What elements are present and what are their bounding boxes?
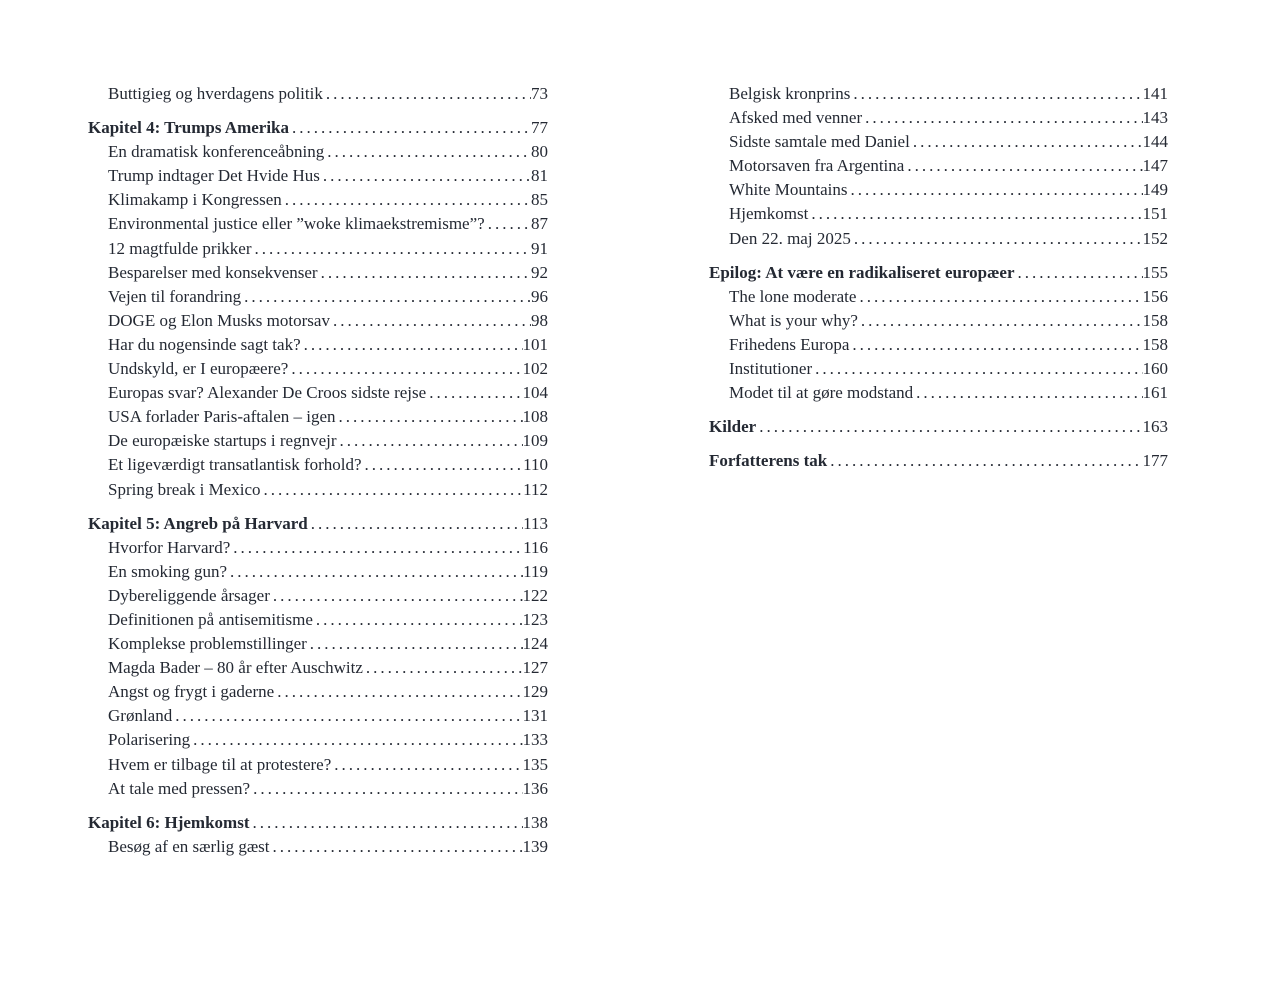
toc-leader-dots bbox=[907, 154, 1142, 178]
toc-sub-entry bbox=[709, 106, 1168, 130]
toc-sub-entry bbox=[709, 227, 1168, 251]
toc-leader-dots bbox=[326, 82, 531, 106]
toc-sub-entry bbox=[88, 405, 548, 429]
toc-leader-dots bbox=[327, 140, 531, 164]
toc-chapter-entry bbox=[709, 449, 1168, 473]
toc-sub-entry bbox=[88, 584, 548, 608]
toc-entry-title: USA forlader Paris-aftalen – igen bbox=[108, 407, 336, 427]
toc-entry-page: 144 bbox=[1142, 132, 1168, 152]
toc-sub-entry bbox=[88, 333, 548, 357]
toc-leader-dots bbox=[854, 227, 1143, 251]
toc-entry-page: 112 bbox=[523, 479, 548, 499]
toc-leader-dots bbox=[273, 835, 523, 859]
toc-sub-entry bbox=[88, 285, 548, 309]
toc-entry-page: 87 bbox=[531, 214, 548, 234]
toc-entry-page: 141 bbox=[1142, 84, 1168, 103]
toc-sub-entry bbox=[88, 753, 548, 777]
toc-sub-entry bbox=[88, 560, 548, 584]
toc-leader-dots bbox=[913, 130, 1143, 154]
toc-entry-title: Besøg af en særlig gæst bbox=[108, 836, 270, 856]
toc-sub-entry bbox=[88, 632, 548, 656]
toc-leader-dots bbox=[285, 188, 531, 212]
toc-entry-title: Kilder bbox=[709, 417, 757, 437]
toc-entry-title: Et ligeværdigt transatlantisk forhold? bbox=[108, 455, 362, 475]
toc-leader-dots bbox=[861, 309, 1143, 333]
toc-leader-dots bbox=[310, 632, 523, 656]
toc-entry-title: Epilog: At være en radikaliseret europæer bbox=[709, 262, 1015, 282]
toc-entry-page: 127 bbox=[522, 658, 548, 678]
toc-sub-entry bbox=[88, 164, 548, 188]
toc-entry-title: Polarisering bbox=[108, 730, 191, 750]
toc-leader-dots bbox=[291, 357, 522, 381]
toc-leader-dots bbox=[264, 478, 524, 502]
toc-entry-page: 122 bbox=[522, 585, 548, 605]
toc-entry-title: De europæiske startups i regnvejr bbox=[108, 431, 337, 451]
toc-entry-page: 177 bbox=[1142, 451, 1168, 471]
toc-entry-title: The lone moderate bbox=[729, 286, 857, 306]
toc-entry-title: Trump indtager Det Hvide Hus bbox=[108, 166, 320, 186]
toc-sub-entry bbox=[709, 202, 1168, 226]
toc-leader-dots bbox=[253, 777, 522, 801]
toc-entry-title: DOGE og Elon Musks motorsav bbox=[108, 310, 330, 330]
toc-leader-dots bbox=[853, 82, 1142, 106]
toc-entry-title: Definitionen på antisemitisme bbox=[108, 609, 313, 629]
toc-entry-title: Grønland bbox=[108, 706, 173, 726]
toc-sub-entry bbox=[88, 536, 548, 560]
toc-leader-dots bbox=[333, 309, 531, 333]
toc-sub-entry bbox=[88, 777, 548, 801]
toc-sub-entry bbox=[88, 478, 548, 502]
toc-entry-title: Undskyld, er I europæere? bbox=[108, 359, 289, 379]
toc-leader-dots bbox=[175, 704, 522, 728]
toc-entry-title: Kapitel 4: Trumps Amerika bbox=[88, 118, 290, 138]
toc-sub-entry bbox=[709, 130, 1168, 154]
toc-leader-dots bbox=[365, 453, 524, 477]
toc-entry-page: 113 bbox=[523, 513, 548, 533]
toc-entry-title: Spring break i Mexico bbox=[108, 479, 261, 499]
toc-entry-title: Kapitel 5: Angreb på Harvard bbox=[88, 513, 308, 533]
toc-leader-dots bbox=[230, 560, 523, 584]
toc-leader-dots bbox=[311, 512, 523, 536]
toc-entry-page: 123 bbox=[522, 609, 548, 629]
toc-entry-title: Belgisk kronprins bbox=[729, 84, 851, 103]
toc-leader-dots bbox=[193, 728, 522, 752]
toc-leader-dots bbox=[339, 405, 523, 429]
toc-leader-dots bbox=[323, 164, 531, 188]
toc-entry-page: 102 bbox=[522, 359, 548, 379]
toc-leader-dots bbox=[233, 536, 523, 560]
toc-entry-title: Komplekse problemstillinger bbox=[108, 634, 307, 654]
toc-entry-page: 108 bbox=[522, 407, 548, 427]
toc-entry-page: 119 bbox=[523, 561, 548, 581]
toc-entry-title: Hvem er tilbage til at protestere? bbox=[108, 754, 332, 774]
toc-sub-entry bbox=[88, 656, 548, 680]
toc-sub-entry bbox=[709, 309, 1168, 333]
toc-entry-page: 110 bbox=[523, 455, 548, 475]
toc-entry-title: Motorsaven fra Argentina bbox=[729, 156, 905, 176]
toc-sub-entry bbox=[88, 429, 548, 453]
toc-entry-page: 139 bbox=[522, 836, 548, 856]
toc-entry-page: 151 bbox=[1142, 204, 1168, 224]
toc-sub-entry bbox=[88, 188, 548, 212]
toc-leader-dots bbox=[916, 381, 1142, 405]
toc-entry-page: 129 bbox=[522, 682, 548, 702]
toc-entry-title: At tale med pressen? bbox=[108, 778, 251, 798]
toc-leader-dots bbox=[429, 381, 522, 405]
toc-entry-title: Hjemkomst bbox=[729, 204, 809, 224]
toc-entry-title: What is your why? bbox=[729, 310, 858, 330]
toc-sub-entry bbox=[709, 154, 1168, 178]
toc-sub-entry bbox=[88, 680, 548, 704]
toc-sub-entry bbox=[88, 212, 548, 236]
toc-entry-page: 109 bbox=[522, 431, 548, 451]
toc-entry-title: Sidste samtale med Daniel bbox=[729, 132, 910, 152]
toc-sub-entry bbox=[88, 261, 548, 285]
toc-entry-page: 155 bbox=[1142, 262, 1168, 282]
toc-leader-dots bbox=[255, 237, 531, 261]
toc-leader-dots bbox=[488, 212, 531, 236]
toc-sub-entry bbox=[709, 178, 1168, 202]
toc-sub-entry bbox=[88, 608, 548, 632]
toc-entry-title: Den 22. maj 2025 bbox=[729, 228, 851, 248]
toc-entry-page: 98 bbox=[531, 310, 548, 330]
toc-leader-dots bbox=[277, 680, 522, 704]
toc-sub-entry bbox=[88, 309, 548, 333]
toc-entry-page: 81 bbox=[531, 166, 548, 186]
toc-leader-dots bbox=[316, 608, 523, 632]
toc-leader-dots bbox=[851, 178, 1143, 202]
toc-entry-page: 77 bbox=[531, 118, 548, 138]
toc-leader-dots bbox=[1018, 261, 1143, 285]
toc-entry-page: 101 bbox=[522, 334, 548, 354]
toc-chapter-entry bbox=[709, 415, 1168, 439]
toc-entry-title: Angst og frygt i gaderne bbox=[108, 682, 275, 702]
toc-entry-title: Dybereliggende årsager bbox=[108, 585, 270, 605]
toc-entry-title: White Mountains bbox=[729, 180, 848, 200]
toc-sub-entry bbox=[709, 381, 1168, 405]
toc-sub-entry bbox=[88, 728, 548, 752]
toc-sub-entry bbox=[709, 357, 1168, 381]
toc-leader-dots bbox=[759, 415, 1142, 439]
toc-sub-entry bbox=[88, 140, 548, 164]
toc-entry-title: Environmental justice eller ”woke klimaekstremisme”? bbox=[108, 214, 485, 234]
toc-entry-title: Kapitel 6: Hjemkomst bbox=[88, 812, 250, 832]
toc-entry-title: Frihedens Europa bbox=[729, 334, 850, 354]
toc-entry-title: Modet til at gøre modstand bbox=[729, 383, 914, 403]
toc-entry-page: 124 bbox=[522, 634, 548, 654]
toc-entry-title: En dramatisk konferenceåbning bbox=[108, 142, 325, 162]
toc-entry-page: 135 bbox=[522, 754, 548, 774]
toc-entry-page: 149 bbox=[1142, 180, 1168, 200]
toc-leader-dots bbox=[852, 333, 1142, 357]
toc-left-column bbox=[88, 82, 548, 859]
toc-entry-title: Forfatterens tak bbox=[709, 451, 828, 471]
toc-entry-page: 136 bbox=[522, 778, 548, 798]
toc-sub-entry bbox=[709, 285, 1168, 309]
toc-leader-dots bbox=[815, 357, 1142, 381]
toc-entry-title: Vejen til forandring bbox=[108, 286, 242, 306]
toc-sub-entry bbox=[88, 82, 548, 106]
toc-entry-title: Besparelser med konsekvenser bbox=[108, 262, 318, 282]
toc-sub-entry bbox=[88, 381, 548, 405]
toc-leader-dots bbox=[304, 333, 523, 357]
toc-leader-dots bbox=[321, 261, 531, 285]
toc-entry-title: Magda Bader – 80 år efter Auschwitz bbox=[108, 658, 363, 678]
toc-leader-dots bbox=[273, 584, 523, 608]
toc-entry-page: 156 bbox=[1142, 286, 1168, 306]
toc-sub-entry bbox=[88, 453, 548, 477]
toc-entry-page: 138 bbox=[522, 812, 548, 832]
toc-entry-page: 152 bbox=[1142, 228, 1168, 248]
toc-entry-page: 131 bbox=[522, 706, 548, 726]
toc-entry-title: Europas svar? Alexander De Croos sidste rejse bbox=[108, 383, 427, 403]
toc-entry-page: 73 bbox=[531, 84, 548, 103]
toc-sub-entry bbox=[88, 357, 548, 381]
toc-entry-page: 96 bbox=[531, 286, 548, 306]
toc-chapter-entry bbox=[88, 116, 548, 140]
toc-leader-dots bbox=[292, 116, 531, 140]
toc-leader-dots bbox=[865, 106, 1142, 130]
toc-entry-title: Klimakamp i Kongressen bbox=[108, 190, 282, 210]
toc-entry-page: 133 bbox=[522, 730, 548, 750]
toc-entry-page: 116 bbox=[523, 537, 548, 557]
toc-entry-page: 163 bbox=[1142, 417, 1168, 437]
toc-chapter-entry bbox=[88, 811, 548, 835]
toc-entry-title: 12 magtfulde prikker bbox=[108, 238, 252, 258]
toc-sub-entry bbox=[88, 237, 548, 261]
toc-entry-title: Afsked med venner bbox=[729, 108, 863, 128]
toc-sub-entry bbox=[88, 704, 548, 728]
toc-entry-title: Institutioner bbox=[729, 359, 813, 379]
toc-leader-dots bbox=[244, 285, 531, 309]
toc-right-column bbox=[709, 82, 1168, 473]
toc-leader-dots bbox=[366, 656, 523, 680]
toc-entry-page: 158 bbox=[1142, 334, 1168, 354]
toc-entry-page: 92 bbox=[531, 262, 548, 282]
toc-entry-page: 158 bbox=[1142, 310, 1168, 330]
toc-entry-title: En smoking gun? bbox=[108, 561, 227, 581]
toc-entry-page: 80 bbox=[531, 142, 548, 162]
toc-entry-title: Har du nogensinde sagt tak? bbox=[108, 334, 301, 354]
toc-entry-page: 143 bbox=[1142, 108, 1168, 128]
toc-entry-page: 161 bbox=[1142, 383, 1168, 403]
toc-entry-title: Hvorfor Harvard? bbox=[108, 537, 231, 557]
toc-entry-page: 91 bbox=[531, 238, 548, 258]
toc-sub-entry bbox=[709, 82, 1168, 106]
toc-chapter-entry bbox=[88, 512, 548, 536]
toc-leader-dots bbox=[252, 811, 522, 835]
toc-leader-dots bbox=[859, 285, 1142, 309]
toc-chapter-entry bbox=[709, 261, 1168, 285]
toc-leader-dots bbox=[830, 449, 1142, 473]
toc-sub-entry bbox=[88, 835, 548, 859]
toc-entry-page: 147 bbox=[1142, 156, 1168, 176]
toc-entry-page: 104 bbox=[522, 383, 548, 403]
toc-entry-page: 160 bbox=[1142, 359, 1168, 379]
toc-leader-dots bbox=[340, 429, 523, 453]
toc-entry-page: 85 bbox=[531, 190, 548, 210]
toc-entry-title: Buttigieg og hverdagens politik bbox=[108, 84, 323, 103]
toc-sub-entry bbox=[709, 333, 1168, 357]
toc-leader-dots bbox=[811, 202, 1142, 226]
toc-leader-dots bbox=[334, 753, 522, 777]
